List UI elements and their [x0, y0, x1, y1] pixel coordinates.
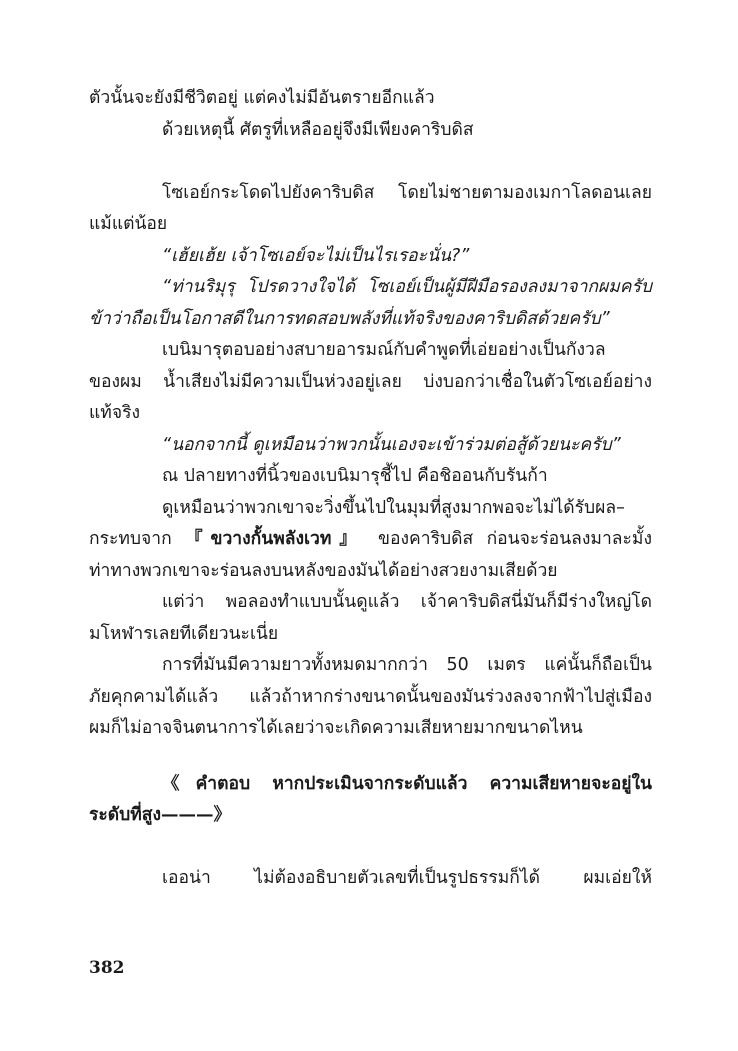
text-line: ณ ปลายทางที่นิ้วของเบนิมารุชี้ไป คือชิออนกับรันก้า [162, 466, 548, 486]
paragraph-gap [89, 745, 652, 769]
text-line: แต่ว่า พอลองทำแบบนั้นดูแล้ว เจ้าคาริบดิสนี่มันก็มีร่างใหญ่โด [162, 592, 652, 612]
text-span: กระทบจาก [89, 529, 186, 549]
system-voice-line: ระดับที่สูง———》 [89, 805, 232, 825]
dialogue-line: ข้าว่าถือเป็นโอกาสดีในการทดสอบพลังที่แท้จริงของคาริบดิสด้วยครับ” [89, 308, 610, 329]
text-span: ของคาริบดิส ก่อนจะร่อนลงมาละมั้ง [364, 529, 652, 549]
skill-name: 『ขวางกั้นพลังเวท』 [185, 529, 365, 549]
text-line: ด้วยเหตุนี้ ศัตรูที่เหลืออยู่จึงมีเพียงคาริบดิส [162, 119, 474, 140]
text-line: เออน่า ไม่ต้องอธิบายตัวเลขที่เป็นรูปธรรมก็ได้ ผมเอ่ยให้ [162, 868, 652, 888]
dialogue-line: “ท่านริมุรุ โปรดวางใจได้ โซเอย์เป็นผู้มีฝีมือรองลงมาจากผมครับ [162, 277, 652, 297]
system-voice-line: 《คำตอบ หากประเมินจากระดับแล้ว ความเสียหายจะอยู่ใน [162, 773, 652, 794]
page-number: 382 [89, 958, 125, 978]
text-line: ผมก็ไม่อาจจินตนาการได้เลยว่าจะเกิดความเสียหายมากขนาดไหน [89, 718, 583, 738]
text-line: การที่มันมีความยาวทั้งหมดมากกว่า 50 เมตร แค่นั้นก็ถือเป็น [162, 655, 652, 675]
text-line: โซเอย์กระโดดไปยังคาริบดิส โดยไม่ชายตามองเมกาโลดอนเลย [162, 182, 652, 203]
text-line: ของผม น้ำเสียงไม่มีความเป็นห่วงอยู่เลย บ่งบอกว่าเชื่อในตัวโซเอย์อย่าง [89, 371, 652, 392]
text-line: แม้แต่น้อย [89, 214, 168, 234]
paragraph-gap [89, 832, 652, 864]
dialogue-line: “เฮ้ยเฮ้ย เจ้าโซเอย์จะไม่เป็นไรเรอะนั่น?” [162, 245, 470, 266]
text-line: มโหฬารเลยทีเดียวนะเนี่ย [89, 623, 279, 644]
text-line: เบนิมารุตอบอย่างสบายอารมณ์กับคำพูดที่เอ่ยอย่างเป็นกังวล [162, 340, 606, 360]
text-line: ท่าทางพวกเขาจะร่อนลงบนหลังของมันได้อย่างสวยงามเสียด้วย [89, 560, 558, 581]
paragraph-gap [89, 146, 652, 178]
text-line: ดูเหมือนว่าพวกเขาจะวิ่งขึ้นไปในมุมที่สูงมากพอจะไม่ได้รับผล– [162, 497, 625, 518]
dialogue-line: “นอกจากนี้ ดูเหมือนว่าพวกนั้นเองจะเข้าร่วมต่อสู้ด้วยนะครับ” [162, 434, 621, 455]
text-line [89, 524, 652, 556]
text-line: ตัวนั้นจะยังมีชีวิตอยู่ แต่คงไม่มีอันตรายอีกแล้ว [89, 88, 435, 108]
text-line: แท้จริง [89, 403, 141, 423]
text-line: ภัยคุกคามได้แล้ว แล้วถ้าหากร่างขนาดนั้นของมันร่วงลงจากฟ้าไปสู่เมือง [89, 686, 652, 707]
